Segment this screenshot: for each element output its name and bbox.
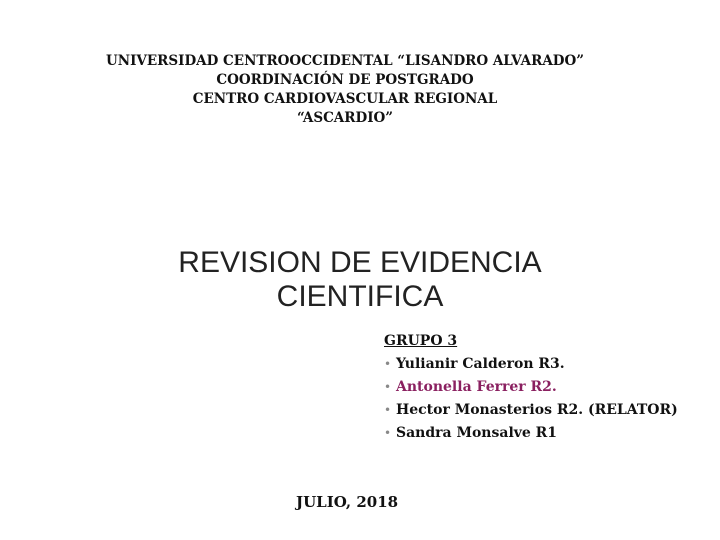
group-heading: GRUPO 3: [384, 333, 458, 349]
header-line-coordination: COORDINACIÓN DE POSTGRADO: [216, 72, 474, 88]
member-name: Hector Monasterios R2. (RELATOR): [396, 402, 678, 418]
header-line-university: UNIVERSIDAD CENTROOCCIDENTAL “LISANDRO ALVARADO”: [105, 53, 585, 69]
header-line-center: CENTRO CARDIOVASCULAR REGIONAL: [192, 91, 498, 107]
group-block: [384, 330, 678, 445]
member-item: [384, 422, 678, 445]
bullet-icon: •: [384, 380, 392, 394]
member-name: Sandra Monsalve R1: [396, 425, 558, 441]
header-line-ascardio: “ASCARDIO”: [296, 110, 394, 126]
member-item: [384, 376, 678, 399]
member-name: Yulianir Calderon R3.: [396, 356, 565, 372]
title-line-2: CIENTIFICA: [276, 280, 444, 313]
bullet-icon: •: [384, 357, 392, 371]
member-name: Antonella Ferrer R2.: [396, 379, 557, 395]
member-item: [384, 353, 678, 376]
bullet-icon: •: [384, 403, 392, 417]
member-item: [384, 399, 678, 422]
institution-header: [0, 52, 690, 128]
date-label: JULIO, 2018: [296, 493, 399, 511]
slide-title: [0, 246, 720, 314]
title-line-1: REVISION DE EVIDENCIA: [178, 246, 542, 279]
bullet-icon: •: [384, 426, 392, 440]
